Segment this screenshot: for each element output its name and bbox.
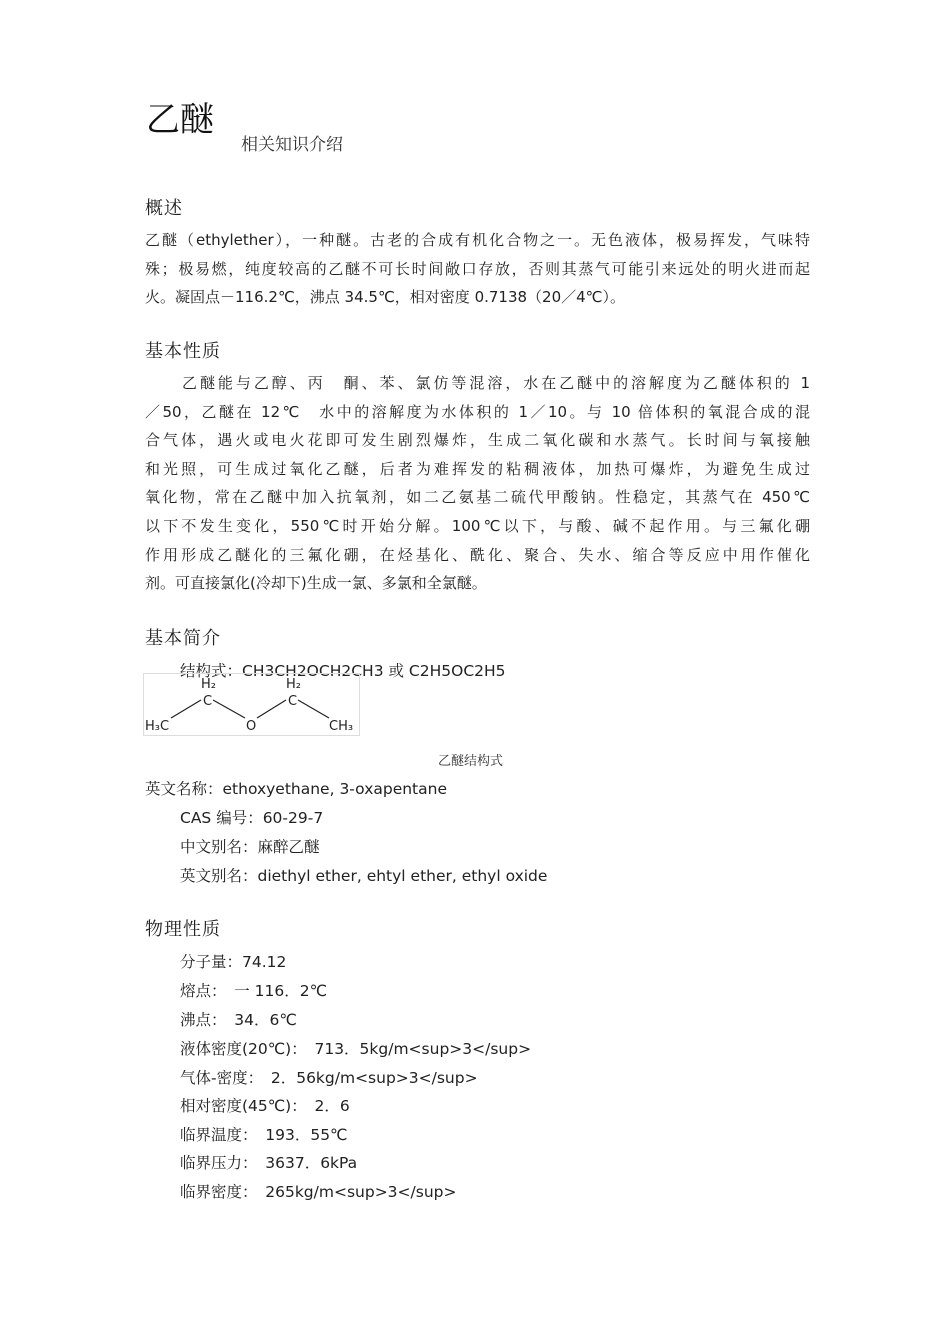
- properties-line: ／50，乙醚在 12℃ 水中的溶解度为水体积的 1／10。与 10 倍体积的氧混合成的混: [145, 402, 810, 421]
- physical-item: 临界压力： 3637．6kPa: [180, 1154, 358, 1172]
- english-name: 英文名称：ethoxyethane, 3-oxapentane: [145, 780, 447, 798]
- h2-right-label: H₂: [286, 677, 301, 692]
- overview-line: 火。凝固点－116.2℃，沸点 34.5℃，相对密度 0.7138（20／4℃）。: [145, 288, 626, 307]
- physical-item: 分子量：74.12: [180, 953, 287, 971]
- h3c-label: H₃C: [145, 719, 170, 734]
- bond-h3c-c: [171, 700, 201, 718]
- properties-line: 合气体，遇火或电火花即可发生剧烈爆炸，生成二氧化碳和水蒸气。长时间与氧接触: [145, 431, 810, 450]
- ether-structure-diagram: [143, 673, 361, 737]
- ch3-label: CH₃: [329, 719, 354, 734]
- bond-o-c: [257, 700, 286, 718]
- physical-item: 临界密度： 265kg/m<sup>3</sup>: [180, 1183, 457, 1201]
- intro-heading: 基本简介: [145, 628, 221, 649]
- properties-line: 和光照，可生成过氧化乙醚，后者为难挥发的粘稠液体，加热可爆炸，为避免生成过: [145, 459, 810, 478]
- overview-line: 殊；极易燃，纯度较高的乙醚不可长时间敞口存放，否则其蒸气可能引来远处的明火进而起: [145, 259, 810, 278]
- properties-line: 乙醚能与乙醇、丙 酮、苯、氯仿等混溶，水在乙醚中的溶解度为乙醚体积的 1: [182, 374, 810, 392]
- cas-number: CAS 编号：60-29-7: [180, 809, 324, 827]
- properties-line: 作用形成乙醚化的三氟化硼，在烃基化、酰化、聚合、失水、缩合等反应中用作催化: [145, 545, 810, 564]
- basic-properties-paragraph: [145, 369, 810, 598]
- physical-item: 相对密度(45℃)： 2．6: [180, 1097, 350, 1115]
- physical-item: 液体密度(20℃)： 713．5kg/m<sup>3</sup>: [180, 1040, 532, 1058]
- overview-paragraph: [145, 226, 810, 312]
- page-subtitle: 相关知识介绍: [241, 135, 343, 155]
- physical-item: 沸点： 34．6℃: [180, 1011, 297, 1029]
- properties-line: 氧化物，常在乙醚中加入抗氧剂，如二乙氨基二硫代甲酸钠。性稳定，其蒸气在 450℃: [145, 488, 810, 507]
- o-label: O: [246, 719, 257, 734]
- h2-left-label: H₂: [201, 677, 216, 692]
- properties-line: 以下不发生变化，550℃时开始分解。100℃以下，与酸、碱不起作用。与三氟化硼: [145, 516, 810, 535]
- bond-c-ch3: [298, 700, 329, 718]
- bond-c-o: [213, 700, 245, 718]
- properties-line: 剂。可直接氯化(冷却下)生成一氯、多氯和全氯醚。: [145, 574, 487, 593]
- physical-heading: 物理性质: [145, 919, 221, 940]
- overview-line: 乙醚（ethylether），一种醚。古老的合成有机化合物之一。无色液体，极易挥发，气味特: [145, 231, 810, 249]
- chinese-alias: 中文别名：麻醉乙醚: [180, 838, 320, 856]
- basic-properties-heading: 基本性质: [145, 341, 221, 362]
- page-title: 乙醚: [146, 100, 214, 140]
- c-right-label: C: [288, 694, 298, 709]
- physical-item: 气体-密度： 2．56kg/m<sup>3</sup>: [180, 1069, 478, 1087]
- english-alias: 英文别名：diethyl ether, ehtyl ether, ethyl oxide: [180, 867, 548, 885]
- c-left-label: C: [203, 694, 213, 709]
- physical-item: 临界温度： 193．55℃: [180, 1126, 348, 1144]
- structure-caption: 乙醚结构式: [438, 754, 504, 769]
- overview-heading: 概述: [145, 198, 183, 219]
- physical-item: 熔点： 一 116．2℃: [180, 982, 328, 1000]
- structural-formula: 结构式：CH3CH2OCH2CH3 或 C2H5OC2H5: [180, 662, 506, 680]
